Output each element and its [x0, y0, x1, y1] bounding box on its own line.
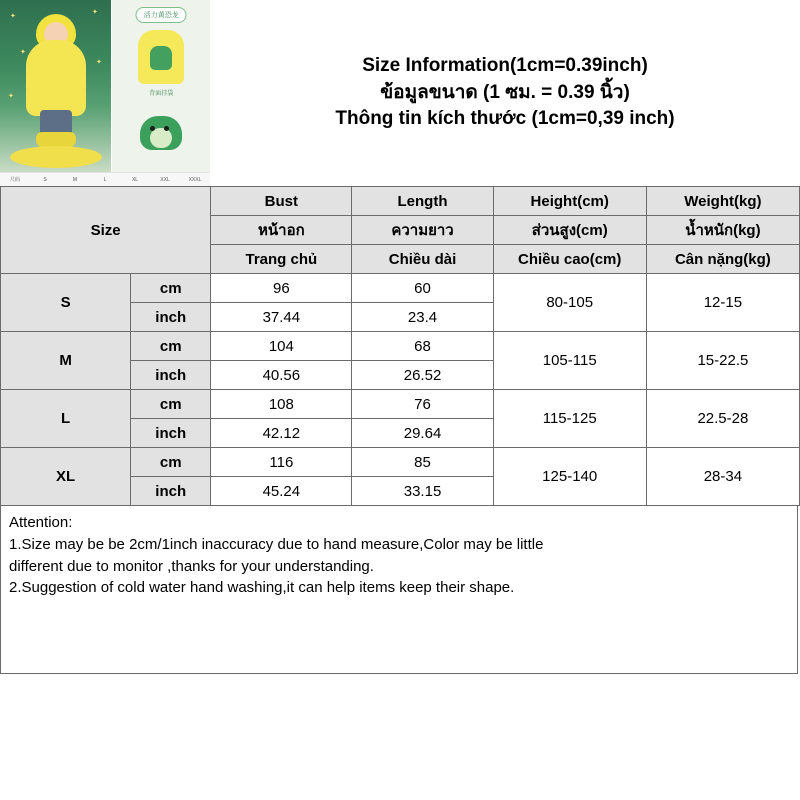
unit-cm: cm: [131, 390, 211, 419]
m-bust-inch: 40.56: [211, 361, 352, 390]
title-vietnamese: Thông tin kích thước (1cm=0,39 inch): [335, 108, 675, 130]
unit-inch: inch: [131, 361, 211, 390]
strip-cell: 尺码: [9, 177, 20, 183]
unit-inch: inch: [131, 303, 211, 332]
mini-label: 背面挂袋: [149, 91, 174, 97]
strip-cell: L: [103, 176, 107, 183]
photo-size-strip: [0, 172, 210, 186]
size-table: [0, 186, 800, 506]
m-height: 105-115: [493, 332, 646, 390]
strip-cell: S: [43, 176, 47, 183]
col-bust-vi: Trang chủ: [211, 245, 352, 274]
col-height-vi: Chiều cao(cm): [493, 245, 646, 274]
s-length-inch: 23.4: [352, 303, 493, 332]
l-weight: 22.5-28: [646, 390, 799, 448]
xl-length-inch: 33.15: [352, 477, 493, 506]
col-height-en: Height(cm): [493, 187, 646, 216]
attention-line-2: different due to monitor ,thanks for your understanding.: [9, 557, 374, 575]
strip-cell: XXL: [160, 176, 170, 183]
photo-model-pane: [0, 0, 111, 172]
title-block: [210, 0, 800, 186]
title-thai: ข้อมูลขนาด (1 ซม. = 0.39 นิ้ว): [380, 81, 630, 103]
strip-cell: XXXL: [188, 176, 202, 183]
attention-line-1: 1.Size may be be 2cm/1inch inaccuracy due to hand measure,Color may be little: [9, 535, 544, 553]
xl-length-cm: 85: [352, 448, 493, 477]
brand-tag: 活力黄恐龙: [136, 7, 187, 23]
m-bust-cm: 104: [211, 332, 352, 361]
col-height-th: ส่วนสูง(cm): [493, 216, 646, 245]
table-row: [1, 332, 800, 361]
xl-weight: 28-34: [646, 448, 799, 506]
attention-line-3: 2.Suggestion of cold water hand washing,it can help items keep their shape.: [9, 579, 515, 597]
col-bust-en: Bust: [211, 187, 352, 216]
col-bust-th: หน้าอก: [211, 216, 352, 245]
row-size-s: S: [1, 274, 131, 332]
title-english: Size Information(1cm=0.39inch): [362, 54, 648, 76]
s-length-cm: 60: [352, 274, 493, 303]
row-size-m: M: [1, 332, 131, 390]
unit-inch: inch: [131, 419, 211, 448]
attention-box: [0, 506, 798, 674]
dino-eye-right: [164, 126, 169, 131]
child-model-illustration: [20, 14, 92, 154]
unit-inch: inch: [131, 477, 211, 506]
col-weight-vi: Cân nặng(kg): [646, 245, 799, 274]
table-row: [1, 390, 800, 419]
attention-title: Attention:: [9, 514, 73, 531]
col-length-vi: Chiều dài: [352, 245, 493, 274]
table-row: [1, 448, 800, 477]
table-row: [1, 274, 800, 303]
unit-cm: cm: [131, 274, 211, 303]
dino-belly: [150, 128, 172, 148]
s-bust-cm: 96: [211, 274, 352, 303]
xl-bust-inch: 45.24: [211, 477, 352, 506]
table-header-row-en: [1, 187, 800, 216]
s-weight: 12-15: [646, 274, 799, 332]
xl-height: 125-140: [493, 448, 646, 506]
product-photo: [0, 0, 210, 186]
row-size-l: L: [1, 390, 131, 448]
l-bust-inch: 42.12: [211, 419, 352, 448]
dino-mascot-icon: [134, 104, 188, 160]
dino-eye-left: [150, 126, 155, 131]
l-length-inch: 29.64: [352, 419, 493, 448]
col-length-th: ความยาว: [352, 216, 493, 245]
l-length-cm: 76: [352, 390, 493, 419]
size-header-cell: Size: [1, 187, 211, 274]
strip-cell: M: [72, 176, 78, 183]
l-height: 115-125: [493, 390, 646, 448]
photo-panes: [0, 0, 210, 172]
strip-cell: XL: [131, 176, 139, 183]
podium-shape: [10, 146, 102, 168]
s-bust-inch: 37.44: [211, 303, 352, 332]
l-bust-cm: 108: [211, 390, 352, 419]
unit-cm: cm: [131, 332, 211, 361]
photo-detail-pane: [111, 0, 210, 172]
col-length-en: Length: [352, 187, 493, 216]
row-size-xl: XL: [1, 448, 131, 506]
raincoat-body: [26, 40, 86, 116]
m-length-inch: 26.52: [352, 361, 493, 390]
col-weight-th: น้ำหนัก(kg): [646, 216, 799, 245]
col-weight-en: Weight(kg): [646, 187, 799, 216]
stars-decoration: ✦ ✦ ✦ ✦ ✦: [8, 9, 102, 100]
s-height: 80-105: [493, 274, 646, 332]
mini-dino-icon: [150, 46, 172, 70]
unit-cm: cm: [131, 448, 211, 477]
m-length-cm: 68: [352, 332, 493, 361]
m-weight: 15-22.5: [646, 332, 799, 390]
xl-bust-cm: 116: [211, 448, 352, 477]
header-area: [0, 0, 800, 186]
